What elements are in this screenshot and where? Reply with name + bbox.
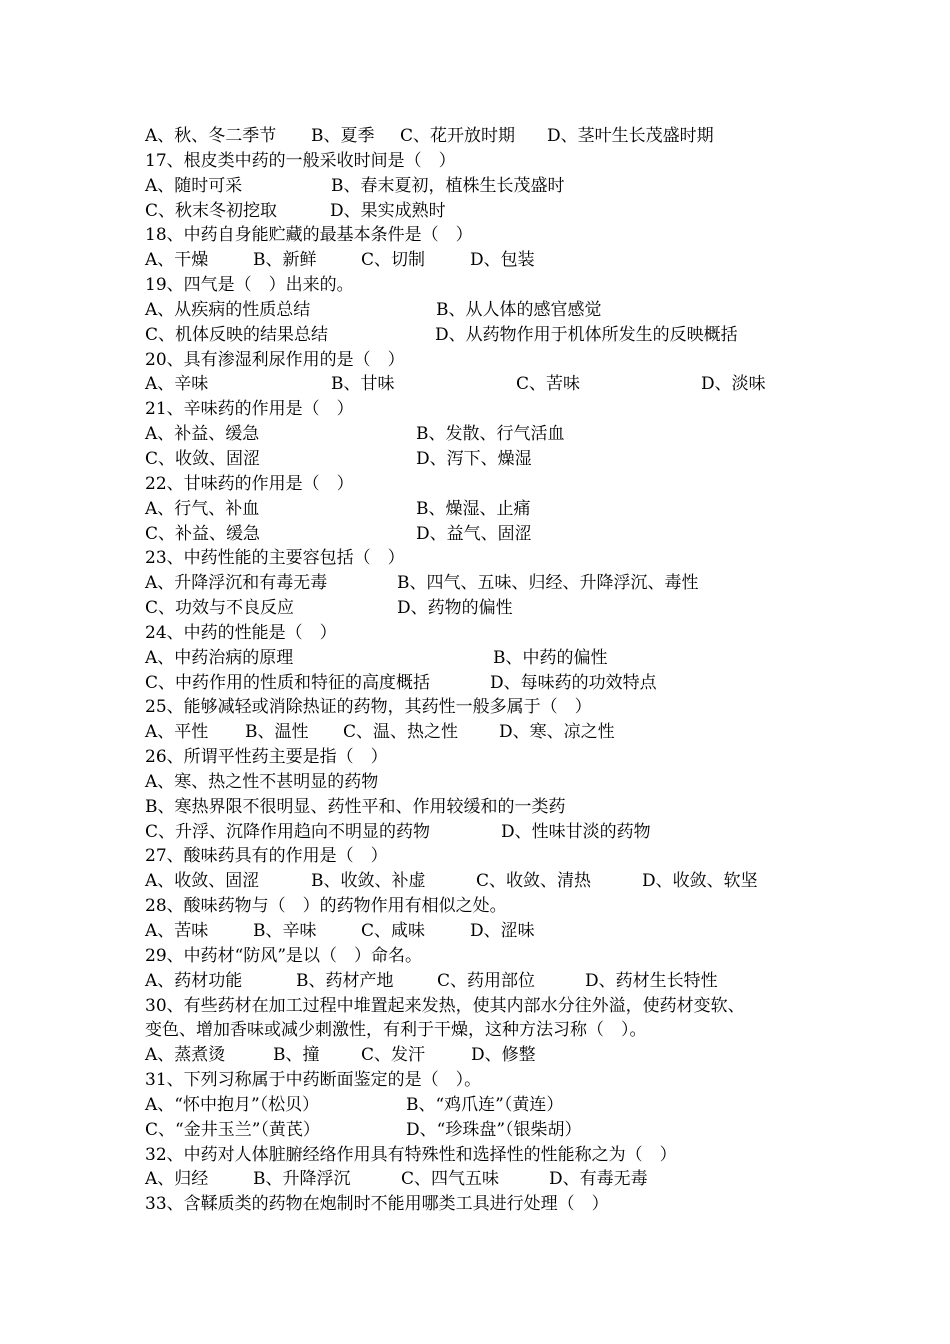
option-text: A、药材功能: [145, 970, 243, 991]
option-text: A、寒、热之性不甚明显的药物: [145, 771, 379, 792]
options-line: [145, 795, 845, 820]
question-line: [145, 1018, 845, 1043]
option-text: D、每味药的功效特点: [490, 672, 657, 693]
options-line: [145, 174, 845, 199]
question-text: 26、所谓平性药主要是指（ ）: [145, 747, 388, 768]
option-text: C、发汗: [361, 1045, 426, 1066]
question-line: [145, 994, 845, 1019]
option-text: A、中药治病的原理: [145, 647, 294, 668]
option-text: A、从疾病的性质总结: [145, 299, 311, 320]
option-text: D、性味甘淡的药物: [501, 821, 651, 842]
options-line: [145, 497, 845, 522]
question-line: [145, 149, 845, 174]
option-text: A、蒸煮烫: [145, 1045, 226, 1066]
option-text: D、泻下、燥湿: [416, 448, 532, 469]
question-line: [145, 944, 845, 969]
option-text: A、行气、补血: [145, 498, 260, 519]
question-text: 24、中药的性能是（ ）: [145, 622, 337, 643]
question-line: [145, 1068, 845, 1093]
option-text: D、涩味: [470, 921, 535, 941]
question-text: 32、中药对人体脏腑经络作用具有特殊性和选择性的性能称之为（ ）: [145, 1144, 677, 1165]
option-text: B、春末夏初，植株生长茂盛时: [331, 175, 565, 196]
question-text: 18、中药自身能贮藏的最基本条件是（ ）: [145, 225, 473, 246]
options-line: [145, 919, 845, 944]
question-line: [145, 621, 845, 646]
question-line: [145, 894, 845, 919]
option-text: D、从药物作用于机体所发生的反映概括: [435, 324, 738, 345]
option-text: D、“珍珠盘”（银柴胡）: [406, 1119, 582, 1140]
option-text: A、秋、冬二季节: [145, 126, 277, 146]
question-line: [145, 397, 845, 422]
options-line: [145, 248, 845, 273]
options-line: [145, 298, 845, 323]
question-line: [145, 348, 845, 373]
option-text: B、发散、行气活血: [416, 424, 565, 445]
option-text: B、“鸡爪连”（黄连）: [406, 1094, 564, 1115]
options-line: [145, 372, 845, 397]
option-text: B、新鲜: [253, 250, 317, 271]
question-line: [145, 1192, 845, 1217]
options-line: [145, 869, 845, 894]
question-list: [145, 124, 845, 1217]
option-text: C、秋末冬初挖取: [145, 200, 278, 221]
question-text: 22、甘味药的作用是（ ）: [145, 473, 354, 494]
option-text: C、咸味: [361, 921, 426, 941]
option-text: D、果实成熟时: [330, 200, 446, 221]
question-text: 33、含鞣质类的药物在炮制时不能用哪类工具进行处理（ ）: [145, 1194, 609, 1215]
question-line: [145, 223, 845, 248]
options-line: [145, 522, 845, 547]
option-text: D、有毒无毒: [549, 1169, 648, 1190]
option-text: D、茎叶生长茂盛时期: [547, 126, 714, 146]
option-text: C、机体反映的结果总结: [145, 324, 329, 345]
options-line: [145, 199, 845, 224]
option-text: C、收敛、固涩: [145, 448, 261, 469]
option-text: C、苦味: [516, 374, 581, 395]
question-text: 19、四气是（ ）出来的。: [145, 275, 354, 296]
option-text: C、中药作用的性质和特征的高度概括: [145, 672, 431, 693]
question-text: 20、具有渗湿利尿作用的是（ ）: [145, 349, 405, 370]
question-text: 25、能够减轻或消除热证的药物，其药性一般多属于（ ）: [145, 697, 592, 718]
option-text: B、夏季: [311, 126, 375, 146]
option-text: D、药物的偏性: [397, 598, 513, 619]
option-text: B、甘味: [331, 374, 395, 395]
option-text: D、淡味: [701, 374, 766, 395]
options-line: [145, 447, 845, 472]
options-line: [145, 1118, 845, 1143]
option-text: B、从人体的感官感觉: [436, 299, 602, 320]
option-text: B、寒热界限不很明显、药性平和、作用较缓和的一类药: [145, 796, 566, 817]
options-line: [145, 671, 845, 696]
option-text: C、切制: [361, 250, 426, 271]
question-text: 23、中药性能的主要容包括（ ）: [145, 548, 405, 569]
option-text: A、干燥: [145, 250, 209, 271]
question-line: [145, 695, 845, 720]
question-line: [145, 844, 845, 869]
option-text: A、辛味: [145, 374, 209, 395]
question-text: 30、有些药材在加工过程中堆置起来发热，使其内部水分往外溢，使药材变软、: [145, 995, 745, 1016]
option-text: A、“怀中抱月”（松贝）: [145, 1094, 320, 1115]
question-line: [145, 745, 845, 770]
option-text: A、升降浮沉和有毒无毒: [145, 573, 328, 594]
option-text: D、药材生长特性: [585, 970, 718, 991]
question-line: [145, 273, 845, 298]
option-text: C、补益、缓急: [145, 523, 261, 544]
option-text: B、温性: [245, 722, 309, 743]
option-text: D、益气、固涩: [416, 523, 532, 544]
option-text: D、修整: [471, 1045, 536, 1066]
option-text: B、燥湿、止痛: [416, 498, 531, 519]
option-text: A、平性: [145, 722, 209, 743]
option-text: C、功效与不良反应: [145, 598, 295, 619]
question-text: 变色、增加香味或减少刺激性，有利于干燥，这种方法习称（ ）。: [145, 1020, 647, 1041]
options-line: [145, 124, 845, 149]
option-text: B、药材产地: [296, 970, 394, 991]
option-text: B、辛味: [253, 921, 317, 941]
option-text: B、四气、五味、归经、升降浮沉、毒性: [397, 573, 699, 594]
option-text: C、温、热之性: [343, 722, 459, 743]
options-line: [145, 1167, 845, 1192]
option-text: A、收敛、固涩: [145, 871, 260, 892]
option-text: D、包装: [470, 250, 535, 271]
option-text: B、收敛、补虚: [311, 871, 426, 892]
options-line: [145, 720, 845, 745]
option-text: B、升降浮沉: [253, 1169, 351, 1190]
question-text: 17、根皮类中药的一般采收时间是（ ）: [145, 150, 456, 171]
question-text: 21、辛味药的作用是（ ）: [145, 399, 354, 420]
option-text: C、升浮、沉降作用趋向不明显的药物: [145, 821, 431, 842]
options-line: [145, 820, 845, 845]
option-text: A、归经: [145, 1169, 209, 1190]
options-line: [145, 646, 845, 671]
option-text: B、撞: [273, 1045, 320, 1066]
option-text: C、四气五味: [401, 1169, 500, 1190]
options-line: [145, 422, 845, 447]
option-text: C、药用部位: [437, 970, 536, 991]
question-text: 28、酸味药物与（ ）的药物作用有相似之处。: [145, 896, 507, 917]
option-text: C、“金井玉兰”（黄芪）: [145, 1119, 320, 1140]
option-text: B、中药的偏性: [493, 647, 608, 668]
option-text: A、随时可采: [145, 175, 243, 196]
options-line: [145, 596, 845, 621]
option-text: A、苦味: [145, 921, 209, 941]
option-text: C、收敛、清热: [476, 871, 592, 892]
option-text: D、寒、凉之性: [499, 722, 615, 743]
question-line: [145, 472, 845, 497]
options-line: [145, 770, 845, 795]
option-text: A、补益、缓急: [145, 424, 260, 445]
options-line: [145, 1093, 845, 1118]
options-line: [145, 323, 845, 348]
options-line: [145, 571, 845, 596]
question-line: [145, 1143, 845, 1168]
options-line: [145, 1043, 845, 1068]
question-text: 27、酸味药具有的作用是（ ）: [145, 846, 388, 867]
question-text: 29、中药材“防风”是以（ ）命名。: [145, 945, 423, 966]
options-line: [145, 969, 845, 994]
question-text: 31、下列习称属于中药断面鉴定的是（ ）。: [145, 1070, 482, 1091]
option-text: C、花开放时期: [400, 126, 516, 146]
option-text: D、收敛、软坚: [642, 871, 758, 892]
question-line: [145, 546, 845, 571]
